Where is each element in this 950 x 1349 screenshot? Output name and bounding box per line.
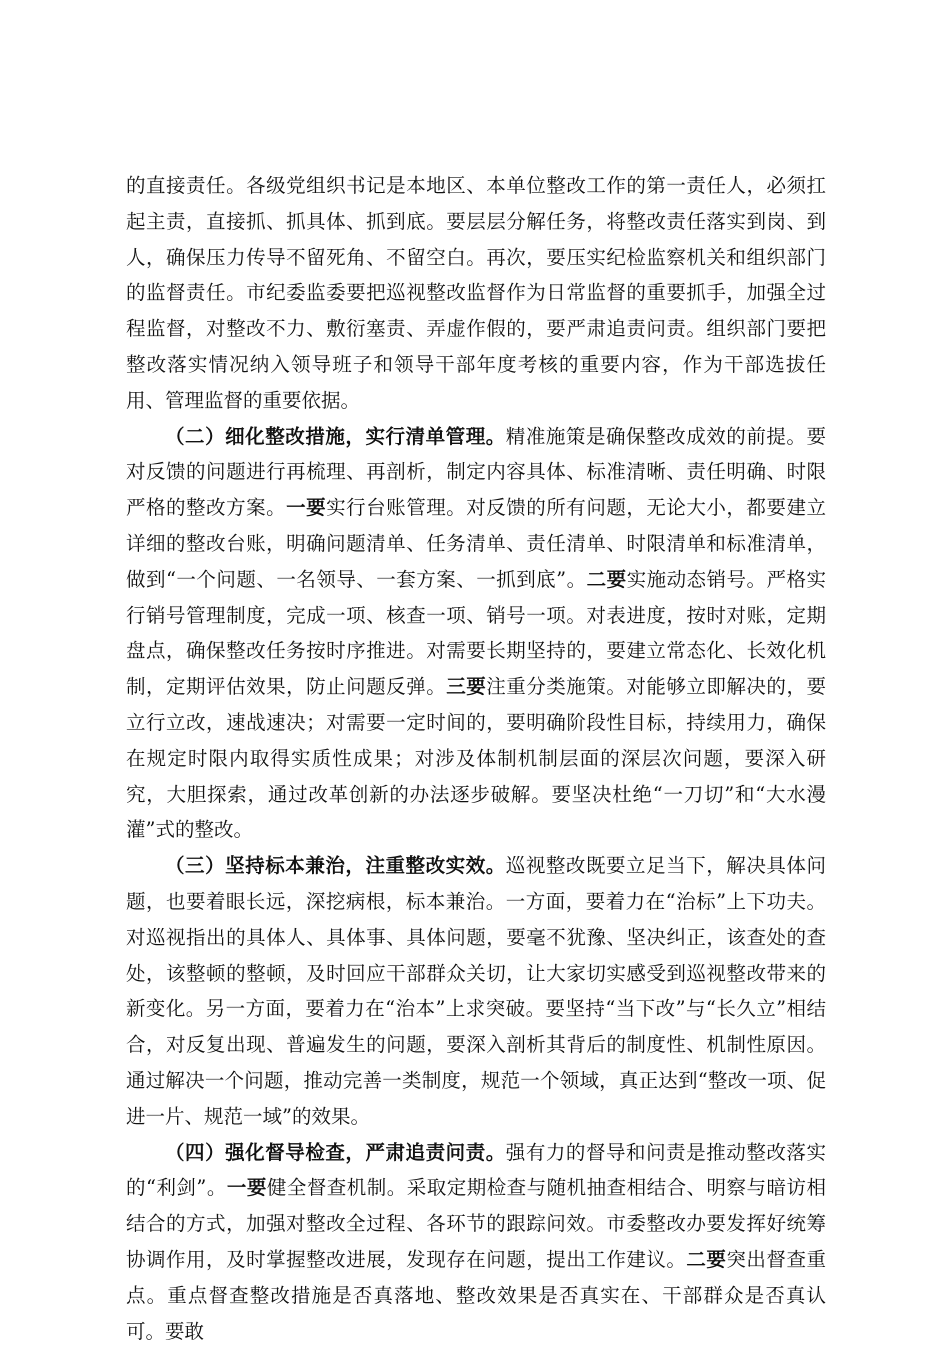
section-heading-4: （四）强化督导检查，严肃追责问责。 [165, 1140, 506, 1164]
paragraph-text: 健全督查机制。采取定期检查与随机抽查相结合、明察与暗访相结合的方式，加强对整改全过程、各环节的跟踪问效。市委整改办要发挥好统筹协调作用，及时掌握整改进展，发现存在问题，提出工作建议。 [126, 1176, 826, 1271]
paragraph-text: 的直接责任。各级党组织书记是本地区、本单位整改工作的第一责任人，必须扛起主责，直接抓、抓具体、抓到底。要层层分解任务，将整改责任落实到岗、到人，确保压力传导不留死角、不留空白。再次，要压实纪检监察机关和组织部门的监督责任。市纪委监委要把巡视整改监督作为日常监督的重要抓手，加强全过程监督，对整改不力、敷衍塞责、弄虚作假的，要严肃追责问责。组织部门要把整改落实情况纳入领导班子和领导干部年度考核的重要内容，作为干部选拔任用、管理监督的重要依据。 [126, 174, 826, 412]
paragraph-text: 注重分类施策。对能够立即解决的，要立行立改，速战速决；对需要一定时间的，要明确阶段性目标，持续用力，确保在规定时限内取得实质性成果；对涉及体制机制层面的深层次问题，要深入研究，大胆探索，通过改革创新的办法逐步破解。要坚决杜绝“一刀切”和“大水漫灌”式的整改。 [126, 675, 826, 842]
section-heading-3: （三）坚持标本兼治，注重整改实效。 [165, 854, 506, 878]
paragraph-text: 实行台账管理。对反馈的所有问题，无论大小，都要建立详细的整改台账，明确问题清单、任务清单、责任清单、时限清单和标准清单，做到“一个问题、一名领导、一套方案、一抓到底”。 [126, 496, 826, 591]
paragraph-section-4 [126, 1135, 826, 1349]
section-heading-2: （二）细化整改措施，实行清单管理。 [165, 424, 506, 448]
paragraph-text: 强有力的督导和问责是推动整改落实的“利剑”。 [126, 1140, 826, 1200]
paragraph-section-3 [126, 848, 826, 1134]
emphasis-third: 三要 [446, 675, 487, 699]
emphasis-second: 二要 [586, 567, 627, 591]
paragraph-text: 突出督查重点。重点督查整改措施是否真落地、整改效果是否真实在、干部群众是否真认可。要敢 [126, 1247, 826, 1343]
paragraph-text: 精准施策是确保整改成效的前提。要对反馈的问题进行再梳理、再剖析，制定内容具体、标准清晰、责任明确、时限严格的整改方案。 [126, 424, 826, 520]
paragraph-responsibility [126, 168, 826, 419]
paragraph-text: 实施动态销号。严格实行销号管理制度，完成一项、核查一项、销号一项。对表进度，按时对账，定期盘点，确保整改任务按时序推进。对需要长期坚持的，要建立常态化、长效化机制，定期评估效果，防止问题反弹。 [126, 567, 826, 699]
emphasis-first: 一要 [226, 1176, 267, 1200]
emphasis-second: 二要 [686, 1247, 727, 1271]
paragraph-section-2 [126, 419, 826, 849]
paragraph-text: 巡视整改既要立足当下，解决具体问题，也要着眼长远，深挖病根，标本兼治。一方面，要着力在“治标”上下功夫。对巡视指出的具体人、具体事、具体问题，要毫不犹豫、坚决纠正，该查处的查处，该整顿的整顿，及时回应干部群众关切，让大家切实感受到巡视整改带来的新变化。另一方面，要着力在“治本”上求突破。要坚持“当下改”与“长久立”相结合，对反复出现、普遍发生的问题，要深入剖析其背后的制度性、机制性原因。通过解决一个问题，推动完善一类制度，规范一个领域，真正达到“整改一项、促进一片、规范一域”的效果。 [126, 854, 826, 1128]
document-body [126, 168, 826, 1349]
emphasis-first: 一要 [286, 496, 327, 520]
